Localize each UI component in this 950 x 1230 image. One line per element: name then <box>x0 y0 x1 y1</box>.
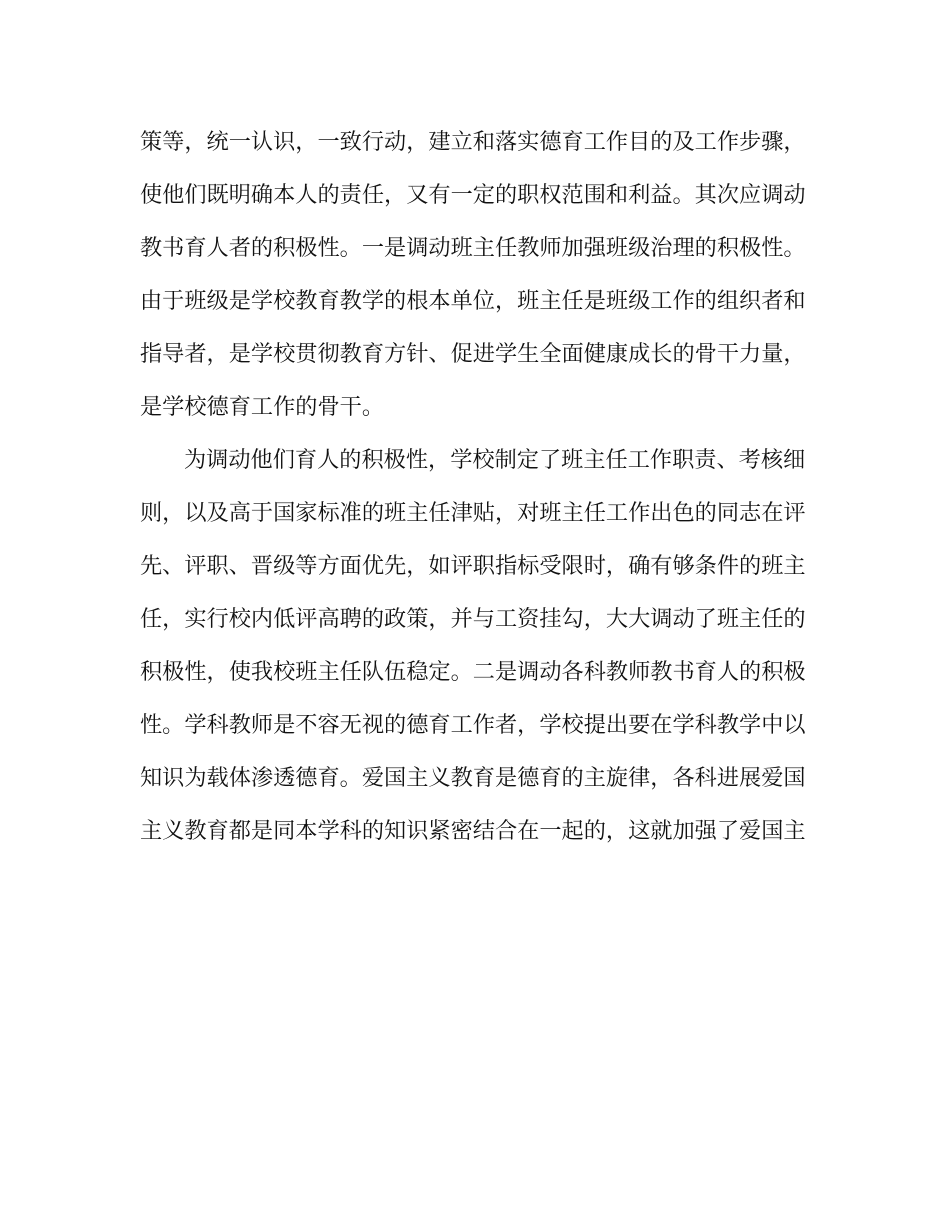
text-line: 策等，统一认识，一致行动，建立和落实德育工作目的及工作步骤， <box>140 129 806 155</box>
text-line: 主义教育都是同本学科的知识紧密结合在一起的，这就加强了爱国主 <box>140 818 806 844</box>
text-line: 指导者，是学校贯彻教育方针、促进学生全面健康成长的骨干力量， <box>140 341 806 367</box>
text-line: 由于班级是学校教育教学的根本单位，班主任是班级工作的组织者和 <box>140 288 806 314</box>
paragraph-first-line: 为调动他们育人的积极性，学校制定了班主任工作职责、考核细 <box>184 447 806 473</box>
document-body <box>140 116 806 858</box>
text-line: 积极性，使我校班主任队伍稳定。二是调动各科教师教书育人的积极 <box>140 659 806 685</box>
text-line: 先、评职、晋级等方面优先，如评职指标受限时，确有够条件的班主 <box>140 553 806 579</box>
text-line: 则，以及高于国家标准的班主任津贴，对班主任工作出色的同志在评 <box>140 500 806 526</box>
text-line: 是学校德育工作的骨干。 <box>140 394 385 420</box>
text-line: 使他们既明确本人的责任，又有一定的职权范围和利益。其次应调动 <box>140 182 806 208</box>
text-line: 知识为载体渗透德育。爱国主义教育是德育的主旋律，各科进展爱国 <box>140 765 806 791</box>
text-line: 教书育人者的积极性。一是调动班主任教师加强班级治理的积极性。 <box>140 235 806 261</box>
text-line: 任，实行校内低评高聘的政策，并与工资挂勾，大大调动了班主任的 <box>140 606 806 632</box>
text-line: 性。学科教师是不容无视的德育工作者，学校提出要在学科教学中以 <box>140 712 806 738</box>
